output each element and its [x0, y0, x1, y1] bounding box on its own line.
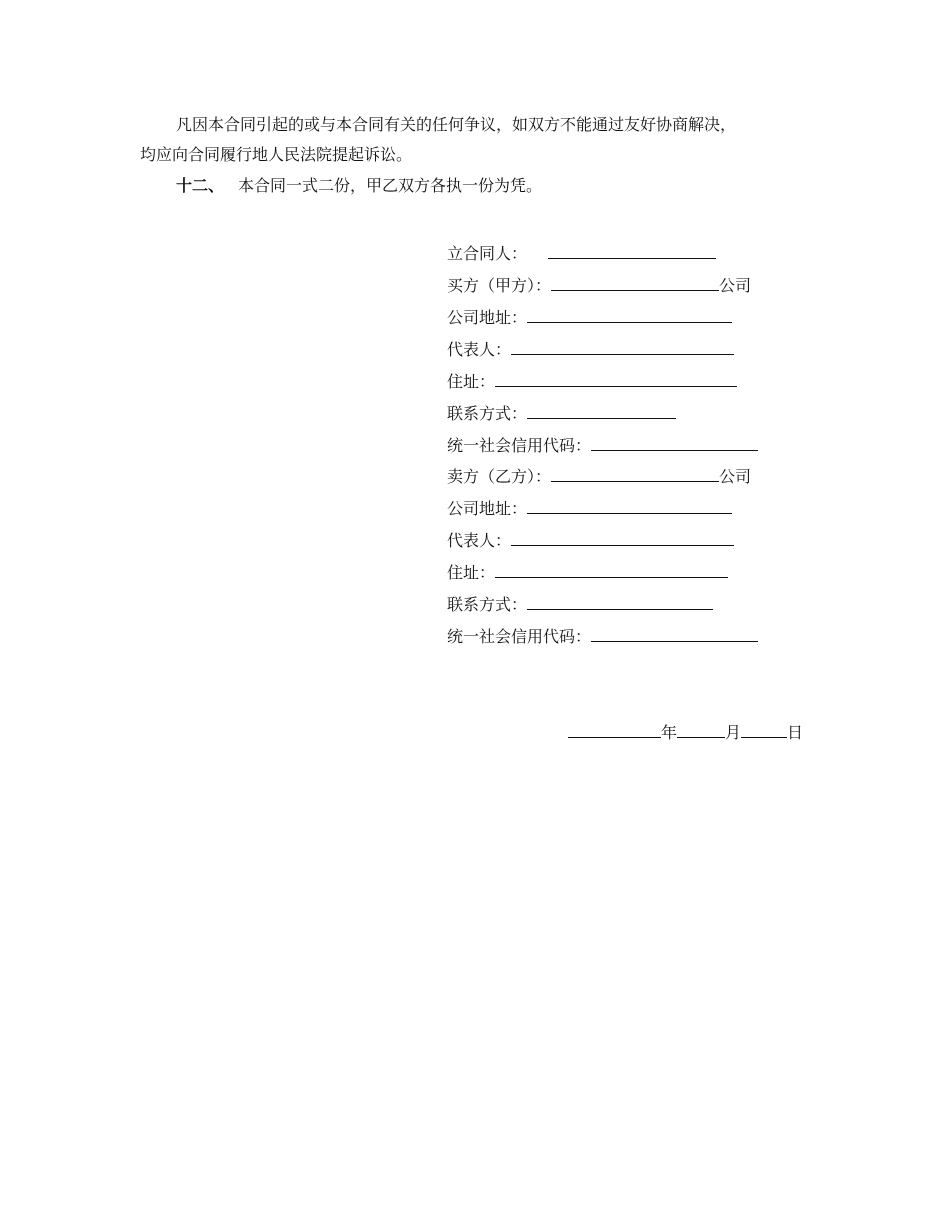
- seller-residence-label: 住址：: [447, 563, 496, 582]
- buyer-address-label: 公司地址：: [447, 308, 528, 327]
- seller-rep-blank[interactable]: [511, 523, 734, 546]
- buyer-rep-blank[interactable]: [511, 332, 734, 355]
- dispute-paragraph: [140, 110, 840, 170]
- year-blank[interactable]: [568, 715, 661, 738]
- seller-address-label: 公司地址：: [447, 499, 528, 518]
- year-label: 年: [661, 723, 678, 742]
- seller-residence-blank[interactable]: [495, 555, 728, 578]
- buyer-residence-row: [447, 364, 737, 394]
- day-label: 日: [787, 723, 804, 742]
- seller-contact-label: 联系方式：: [447, 595, 528, 614]
- seller-rep-label: 代表人：: [447, 531, 512, 550]
- buyer-residence-blank[interactable]: [495, 364, 737, 387]
- signatory-row: [447, 236, 716, 266]
- buyer-label: 买方（甲方）：: [447, 276, 552, 295]
- buyer-row: [447, 268, 751, 298]
- month-blank[interactable]: [677, 715, 725, 738]
- seller-rep-row: [447, 523, 734, 553]
- signatory-label: 立合同人：: [447, 244, 528, 263]
- dispute-line-2: 均应向合同履行地人民法院提起诉讼。: [140, 145, 413, 164]
- buyer-credit-row: [447, 428, 758, 458]
- month-label: 月: [725, 723, 742, 742]
- buyer-address-blank[interactable]: [527, 300, 732, 323]
- seller-credit-blank[interactable]: [591, 619, 758, 642]
- buyer-contact-label: 联系方式：: [447, 404, 528, 423]
- seller-company-blank[interactable]: [551, 459, 719, 482]
- buyer-company-suffix: 公司: [719, 276, 752, 295]
- buyer-residence-label: 住址：: [447, 372, 496, 391]
- clause-12: [176, 173, 542, 196]
- seller-credit-label: 统一社会信用代码：: [447, 627, 592, 646]
- seller-company-suffix: 公司: [719, 467, 752, 486]
- signatory-blank[interactable]: [548, 236, 716, 259]
- buyer-credit-label: 统一社会信用代码：: [447, 436, 592, 455]
- dispute-line-1: 凡因本合同引起的或与本合同有关的任何争议，如双方不能通过友好协商解决，: [176, 115, 737, 134]
- clause-12-text: 本合同一式二份，甲乙双方各执一份为凭。: [238, 176, 543, 195]
- seller-row: [447, 459, 751, 489]
- seller-credit-row: [447, 619, 758, 649]
- seller-residence-row: [447, 555, 728, 585]
- buyer-rep-row: [447, 332, 734, 362]
- buyer-rep-label: 代表人：: [447, 340, 512, 359]
- seller-address-blank[interactable]: [527, 491, 732, 514]
- buyer-credit-blank[interactable]: [591, 428, 758, 451]
- buyer-contact-blank[interactable]: [527, 396, 676, 419]
- buyer-contact-row: [447, 396, 676, 426]
- buyer-company-blank[interactable]: [551, 268, 719, 291]
- seller-label: 卖方（乙方）：: [447, 467, 552, 486]
- seller-contact-blank[interactable]: [527, 587, 713, 610]
- seller-contact-row: [447, 587, 713, 617]
- day-blank[interactable]: [741, 715, 787, 738]
- date-line: [568, 715, 803, 748]
- buyer-address-row: [447, 300, 732, 330]
- clause-12-number: 十二、: [176, 176, 225, 195]
- seller-address-row: [447, 491, 732, 521]
